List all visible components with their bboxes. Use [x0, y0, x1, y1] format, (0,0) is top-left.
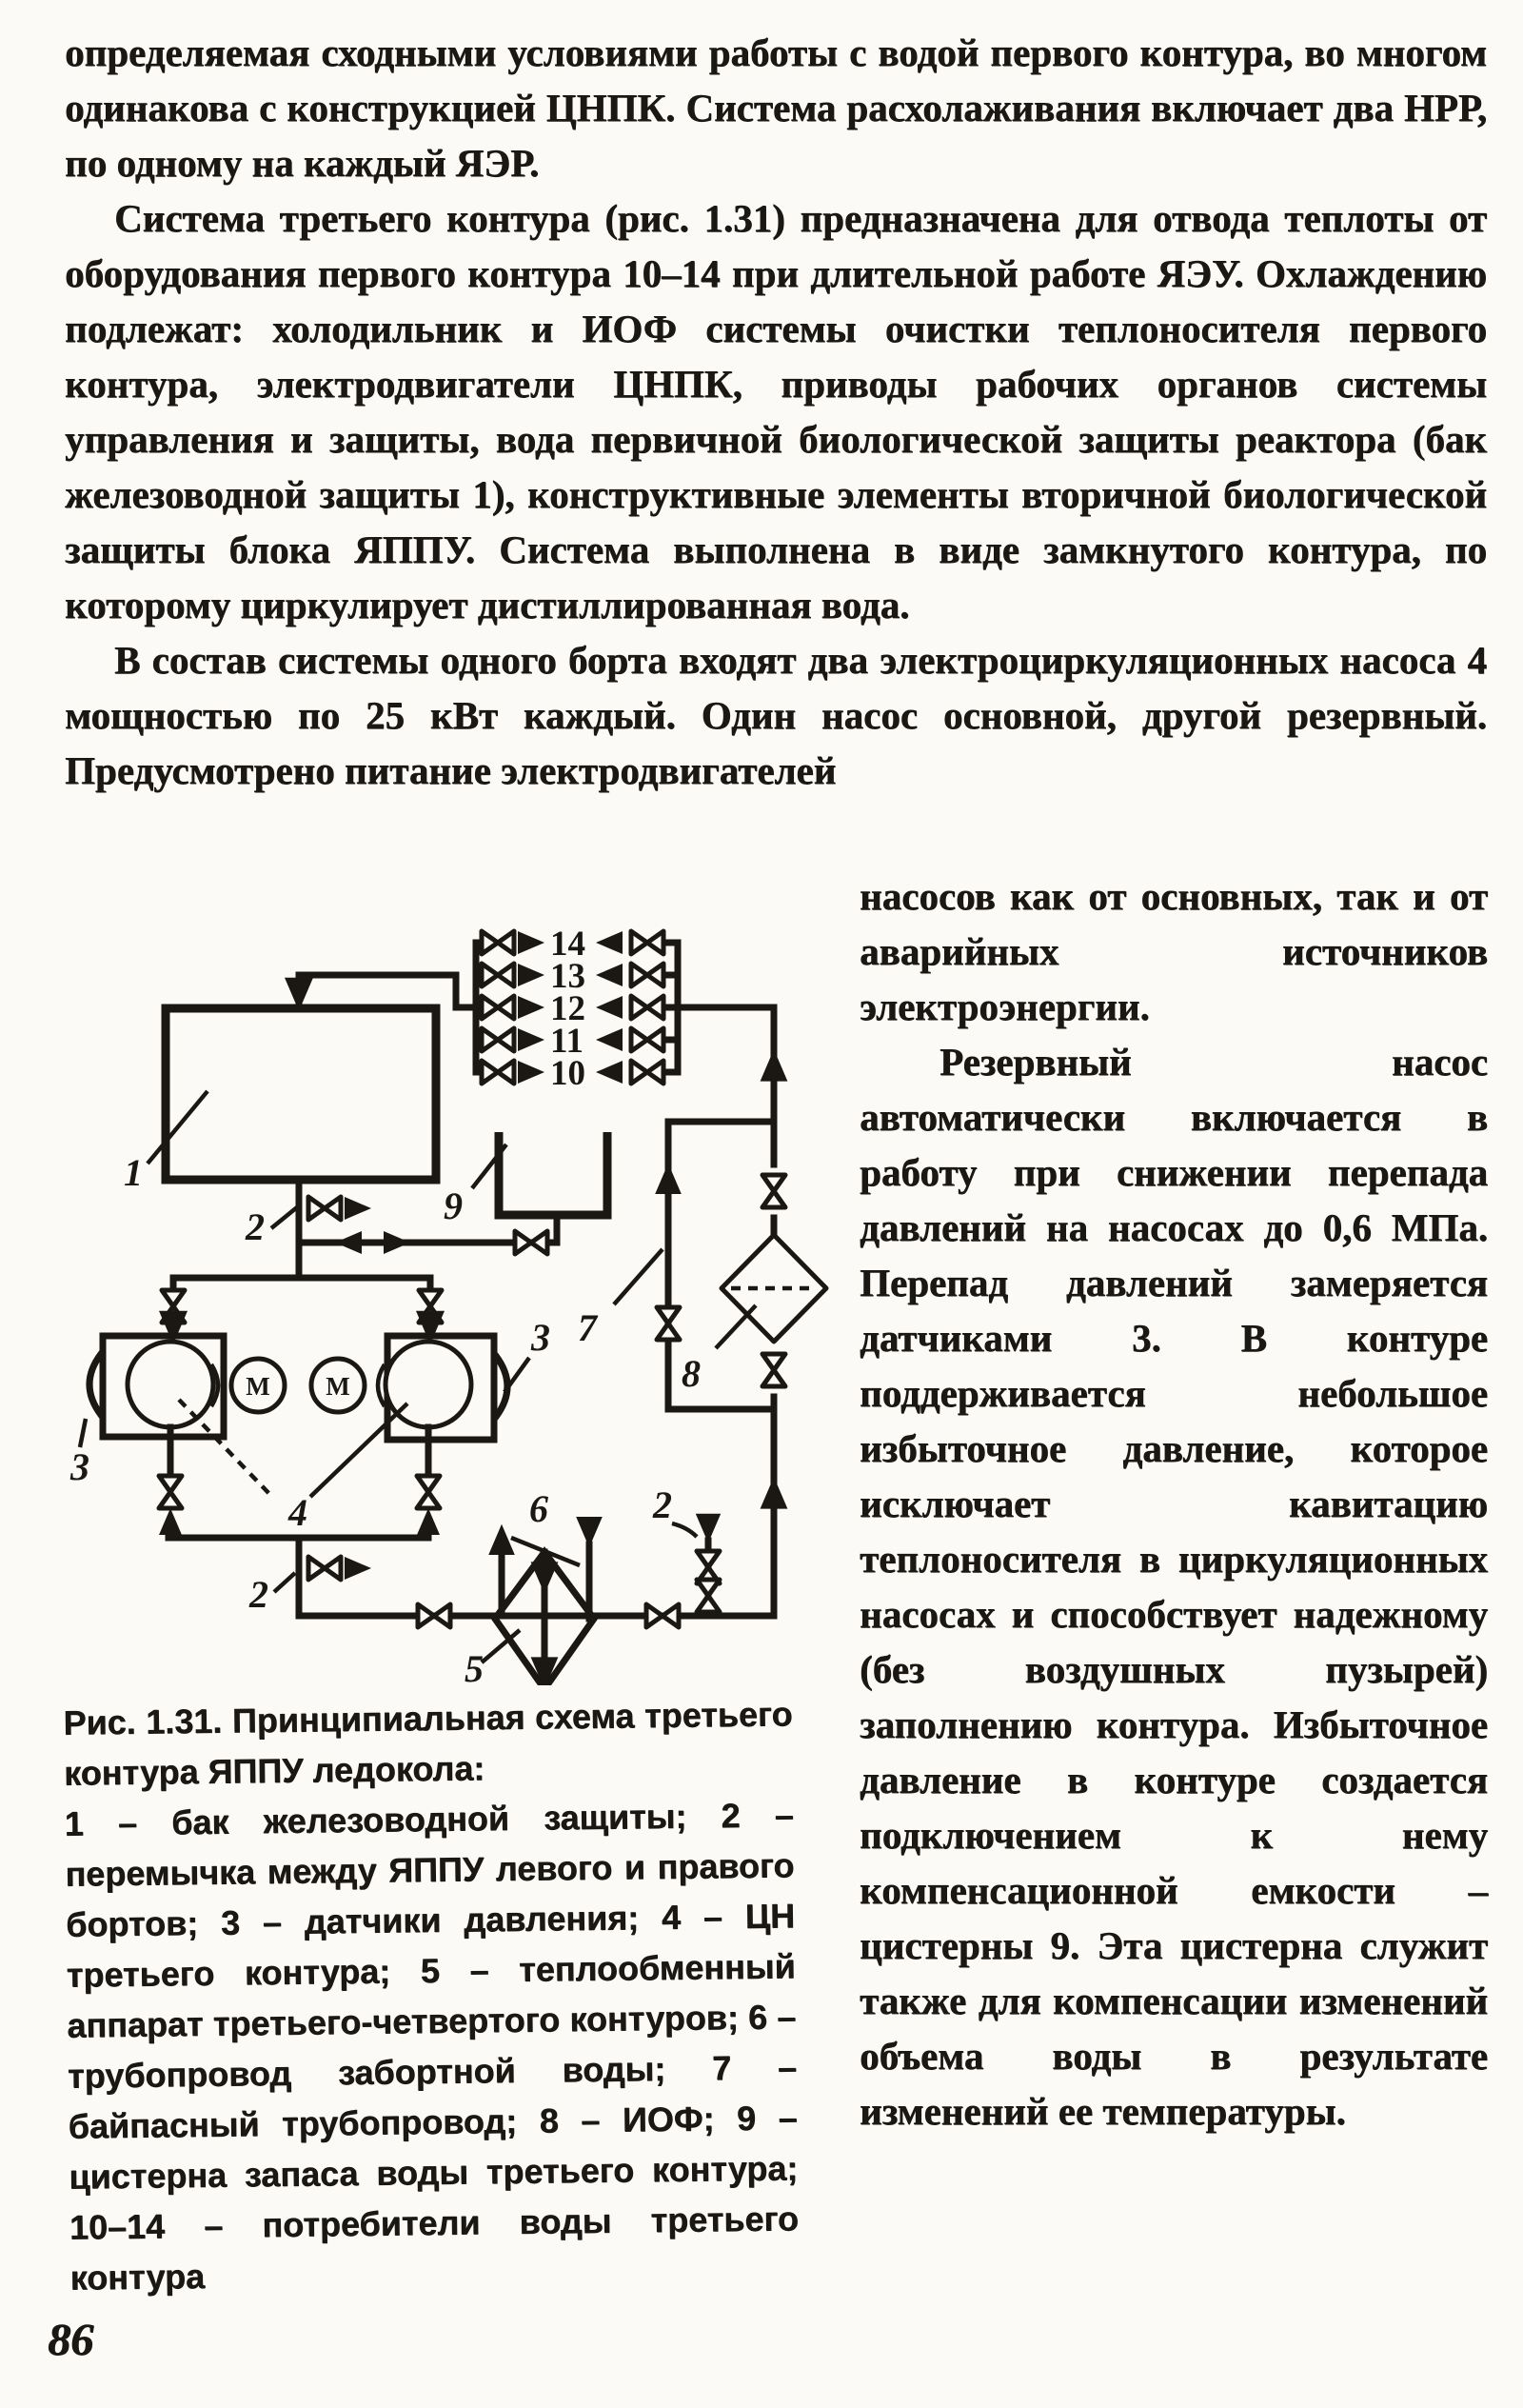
- sensor-bracket-right: [496, 1356, 507, 1417]
- figure-caption: [63, 1688, 800, 2302]
- page-number: 86: [48, 2315, 93, 2365]
- sensor-bracket-left: [89, 1354, 101, 1415]
- label-8: 8: [682, 1352, 701, 1395]
- label-5: 5: [465, 1647, 484, 1685]
- valve-icon: [308, 1197, 341, 1220]
- label-7: 7: [578, 1306, 597, 1349]
- flow-arrow-icon: [596, 964, 623, 986]
- caption-legend: 1 – бак железоводной защиты; 2 – перемычка между ЯППУ левого и правого бортов; 3 – датчики давления; 4 – ЦН третьего контура; 5 – теплообменный аппарат третьего-четвертого контуров; 6 – трубопровод забортной воды; 7 – байпасный трубопровод; 8 – ИОФ; 9 – цистерна запаса воды третьего контура; 10–14 – потребители воды третьего контура: [64, 1795, 800, 2298]
- flow-arrow-icon: [335, 1231, 362, 1254]
- figure-1-31-schematic: [57, 905, 838, 1685]
- flow-arrow-icon: [596, 1028, 623, 1051]
- valve-icon: [762, 1354, 785, 1386]
- flow-arrow-icon: [596, 931, 623, 954]
- label-2-bottom: 2: [249, 1573, 268, 1616]
- flow-arrow-icon: [159, 1508, 182, 1535]
- label-2-top: 2: [246, 1205, 265, 1248]
- label-9: 9: [444, 1184, 463, 1227]
- label-1: 1: [124, 1151, 143, 1194]
- label-6: 6: [529, 1487, 548, 1530]
- consumer-valve-bank: [476, 925, 774, 1093]
- consumer-number: 14: [550, 925, 585, 964]
- valve-icon: [646, 1604, 679, 1627]
- flow-arrow-icon: [761, 1049, 788, 1082]
- circulation-pump-block-4: [69, 1278, 550, 1538]
- paragraph-reserve-pump: Резервный насос автоматически включается в работу при снижении перепада давлений на насосах до 0,6 МПа. Перепад давлений замеряется датчиками 3. В контуре поддерживается небольшое избыточное давление, которое исключает кавитацию теплоносителя в циркуляционных насосах и способствует надежному (без воздушных пузырей) заполнению контура. Избыточное давление в контуре создается подключением к нему компенсационной емкости – цистерны 9. Эта цистерна служит также для компенсации изменений объема воды в результате изменений ее температуры.: [860, 1040, 1488, 2133]
- shield-tank-1: [124, 975, 476, 1194]
- valve-icon: [631, 964, 663, 986]
- valve-icon: [631, 931, 663, 954]
- valve-icon: [482, 931, 514, 954]
- paragraph-continued: определяемая сходными условиями работы с водой первого контура, во многом одинакова с конструкцией ЦНПК. Система расхолаживания включает два НРР, по одному на каждый ЯЭР.: [65, 30, 1487, 185]
- valve-icon: [482, 996, 514, 1019]
- flow-arrow-icon: [531, 1562, 559, 1594]
- valve-icon: [657, 1307, 680, 1340]
- label-2-right: 2: [653, 1483, 672, 1526]
- label-3-right: 3: [531, 1316, 550, 1359]
- flow-arrow-icon: [518, 1061, 544, 1084]
- valve-icon: [631, 1028, 663, 1051]
- label-4: 4: [288, 1491, 307, 1534]
- flow-arrow-icon: [655, 1164, 682, 1194]
- reserve-water-tank-9: [444, 1132, 607, 1243]
- flow-arrow-icon: [345, 1557, 371, 1580]
- flow-arrow-icon: [345, 1197, 371, 1220]
- consumer-number: 10: [550, 1054, 585, 1093]
- flow-arrow-icon: [518, 1028, 544, 1051]
- flow-arrow-icon: [384, 1231, 410, 1254]
- label-3-left: 3: [70, 1445, 89, 1488]
- flow-arrow-icon: [417, 1508, 440, 1535]
- valve-icon: [159, 1476, 182, 1508]
- valve-icon: [482, 1061, 514, 1084]
- valve-icon: [762, 1175, 785, 1207]
- valve-icon: [631, 996, 663, 1019]
- valve-icon: [631, 1061, 663, 1084]
- motor-letter: М: [246, 1372, 270, 1401]
- riser-lower: [761, 1409, 788, 1616]
- consumer-number: 12: [550, 989, 585, 1028]
- consumer-number: 13: [550, 957, 585, 996]
- paragraph-pumps-left: В состав системы одного борта входят два электроциркуляционных насоса 4 мощностью по 25 кВт каждый. Один насос основной, другой резервный. Предусмотрено питание электродвигателей: [65, 638, 1487, 792]
- iof-filter-8: [682, 1235, 826, 1409]
- valve-icon: [697, 1580, 720, 1612]
- flow-arrow-icon: [596, 1061, 623, 1084]
- valve-icon: [418, 1604, 450, 1627]
- body-text-top: [65, 25, 1487, 798]
- caption-title: Рис. 1.31. Принципиальная схема третьего контура ЯППУ ледокола:: [63, 1694, 793, 1793]
- valve-icon: [308, 1557, 341, 1580]
- consumer-number: 11: [550, 1022, 583, 1061]
- valve-icon: [515, 1231, 547, 1254]
- consumer-row-10: [476, 1054, 678, 1093]
- crossover-stub-right-2: [652, 1483, 721, 1616]
- valve-icon: [482, 1028, 514, 1051]
- flow-arrow-icon: [596, 996, 623, 1019]
- flow-arrow-icon: [518, 964, 544, 986]
- pump-circle-left: [128, 1342, 213, 1427]
- flow-arrow-icon: [696, 1514, 721, 1543]
- body-text-right-column: [860, 868, 1488, 2139]
- valve-icon: [417, 1476, 440, 1508]
- crossover-line-bottom-2: [248, 1538, 371, 1616]
- valve-icon: [482, 964, 514, 986]
- paragraph-pumps-continuation: насосов как от основных, так и от аварийных источников электроэнергии.: [860, 874, 1488, 1028]
- flow-arrow-icon: [518, 931, 544, 954]
- crossover-line-top-2: [245, 1180, 557, 1278]
- flow-arrow-icon: [518, 996, 544, 1019]
- motor-letter: М: [326, 1372, 350, 1401]
- paragraph-third-circuit: Система третьего контура (рис. 1.31) предназначена для отвода теплоты от оборудования первого контура 10–14 при длительной работе ЯЭУ. Охлаждению подлежат: холодильник и ИОФ системы очистки теплоносителя первого контура, электродвигатели ЦНПК, приводы рабочих органов системы управления и защиты, вода первичной биологической защиты реактора (бак железоводной защиты 1), конструктивные элементы вторичной биологической защиты блока ЯППУ. Система выполнена в виде замкнутого контура, по которому циркулирует дистиллированная вода.: [65, 196, 1487, 627]
- flow-arrow-icon: [761, 1477, 788, 1509]
